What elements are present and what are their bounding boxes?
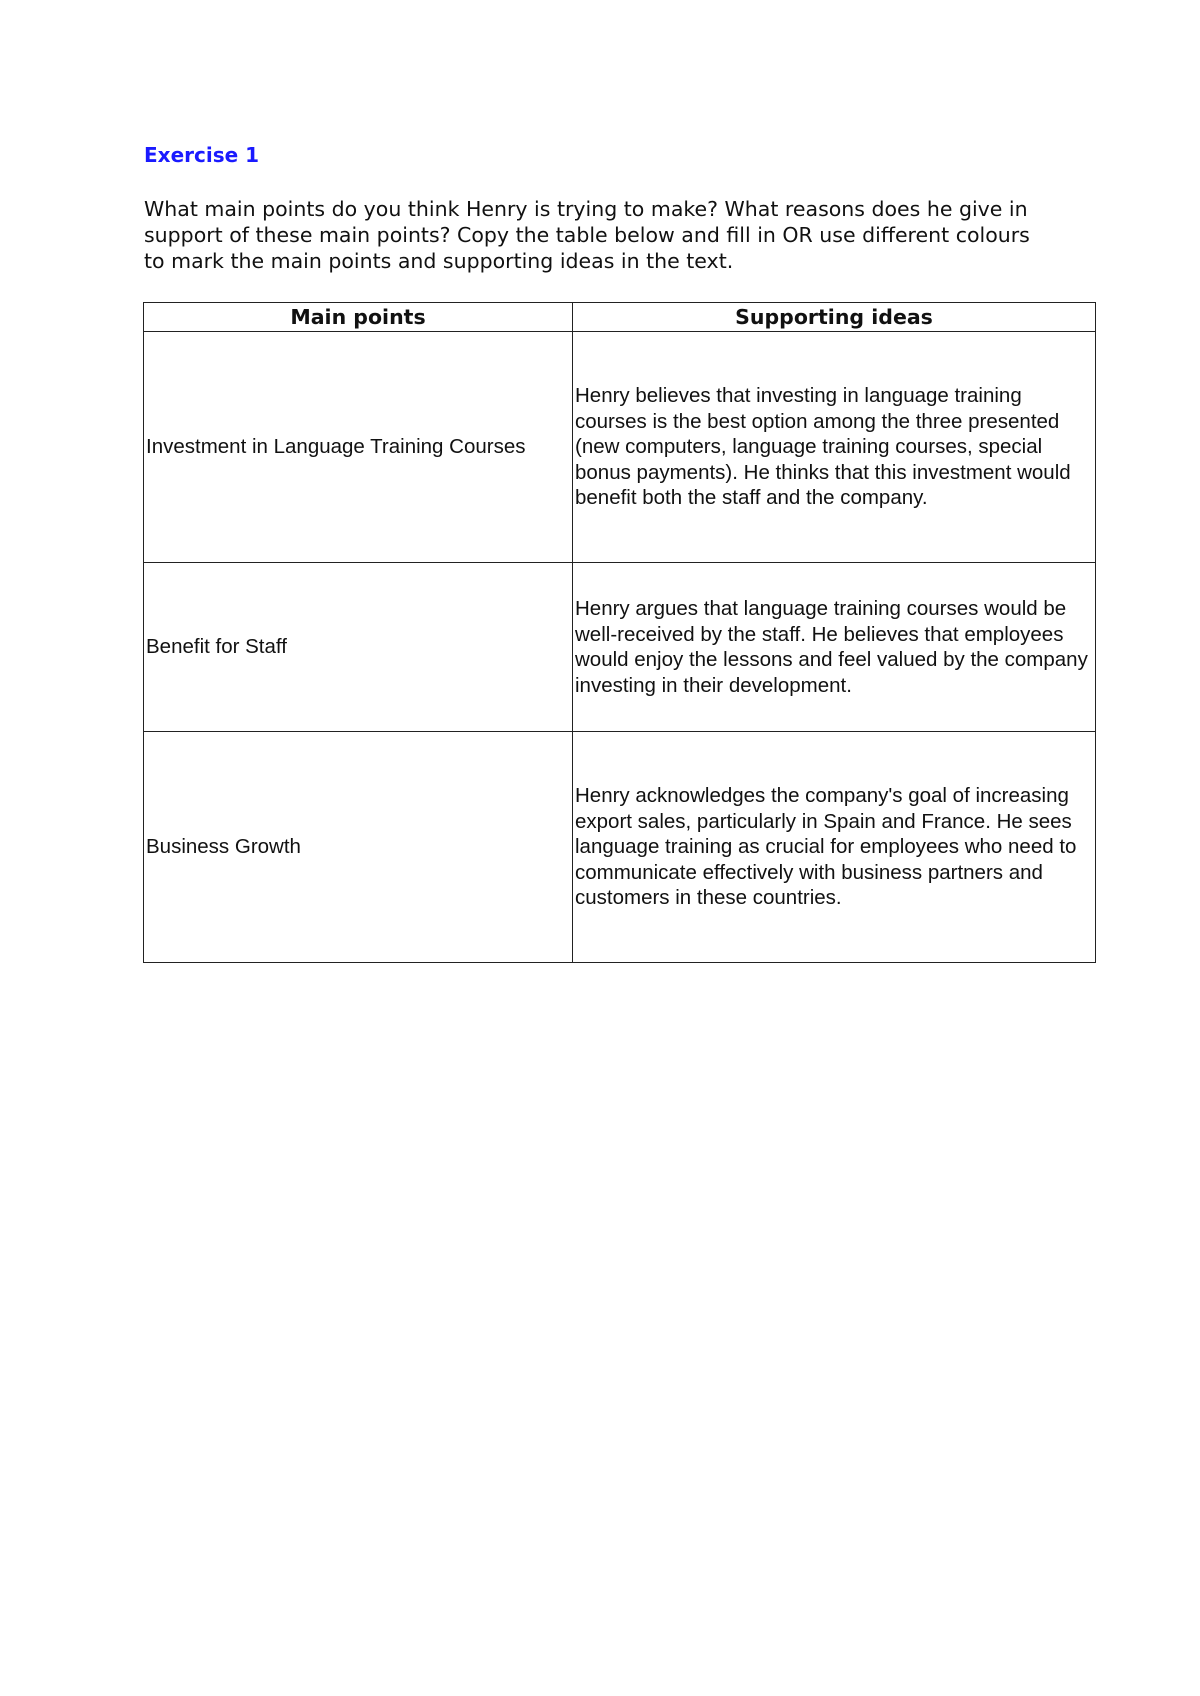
points-table xyxy=(143,302,1096,963)
supporting-idea-cell: Henry acknowledges the company's goal of increasing export sales, particularly in Spain and France. He sees language training as crucial for employees who need to communicate effectively with business partners and customers in these countries. xyxy=(573,732,1096,963)
table-row xyxy=(144,332,1096,563)
main-point-cell: Investment in Language Training Courses xyxy=(144,332,573,563)
exercise-instructions: What main points do you think Henry is trying to make? What reasons does he give in support of these main points? Copy the table below and fill in OR use different colours to mark the main points and supporting ideas in the text. xyxy=(144,197,1030,273)
main-point-cell: Business Growth xyxy=(144,732,573,963)
table-row xyxy=(144,563,1096,732)
table-header-row xyxy=(144,303,1096,332)
supporting-idea-cell: Henry believes that investing in language training courses is the best option among the three presented (new computers, language training courses, special bonus payments). He thinks that this investment would benefit both the staff and the company. xyxy=(573,332,1096,563)
points-table-container xyxy=(143,302,1095,963)
supporting-idea-cell: Henry argues that language training courses would be well-received by the staff. He believes that employees would enjoy the lessons and feel valued by the company investing in their development. xyxy=(573,563,1096,732)
table-row xyxy=(144,732,1096,963)
header-supporting-ideas: Supporting ideas xyxy=(573,303,1096,332)
header-main-points: Main points xyxy=(144,303,573,332)
main-point-cell: Benefit for Staff xyxy=(144,563,573,732)
exercise-title: Exercise 1 xyxy=(144,143,260,167)
